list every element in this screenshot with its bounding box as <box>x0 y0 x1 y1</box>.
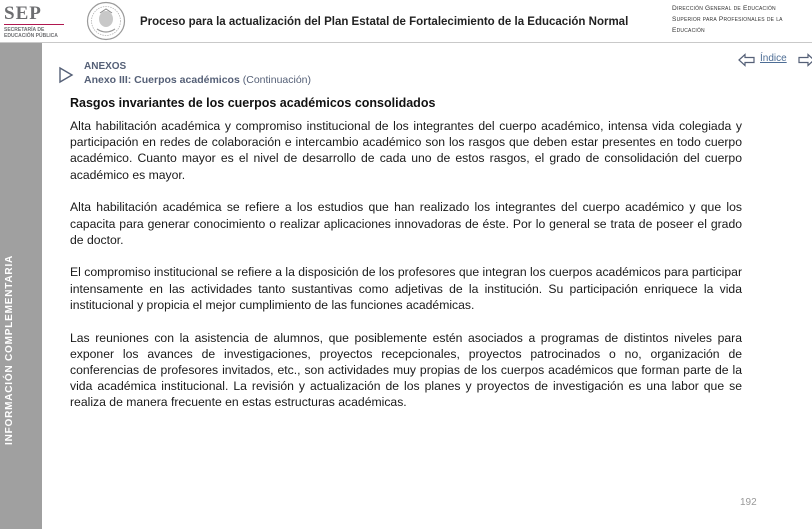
header <box>0 0 812 43</box>
header-title: Proceso para la actualización del Plan Estatal de Fortalecimiento de la Educación Normal <box>140 16 629 28</box>
sep-logo-bar <box>4 24 64 25</box>
paragraph: Las reuniones con la asistencia de alumnos, que posiblemente estén asociados a programas de distintos niveles para exponer los avances de investigaciones, proyectos recepcionales, proyectos patrocinados o no, organización de conferencias de profesores invitados, etc., son actividades muy propias de los cuerpos académicos que forman parte de la vida académica institucional. La revisión y actualización de los planes y proyectos de investigación es una labor que se realiza de manera frecuente en estas estructuras académicas. <box>70 330 742 410</box>
paragraph: Alta habilitación académica se refiere a los estudios que han realizado los integrantes del cuerpo académico y que los capacita para generar conocimiento o realizar aplicaciones innovadoras de éste. Por lo general se trata de poseer el grado de doctor. <box>70 200 742 247</box>
section-title-suffix: (Continuación) <box>242 74 312 86</box>
sidebar <box>0 43 42 529</box>
index-link[interactable]: Índice <box>760 53 787 64</box>
section-title <box>84 74 311 86</box>
section-label: ANEXOS <box>84 61 127 72</box>
content-heading: Rasgos invariantes de los cuerpos académicos consolidados <box>70 96 436 110</box>
sep-logo <box>4 3 66 39</box>
triangle-outline-icon <box>58 66 74 84</box>
paragraph: El compromiso institucional se refiere a la disposición de los profesores que integran los cuerpos académicos para participar intensamente en las actividades tanto sustantivas como adjetivas de la institución. Su participación enriquece la vida institucional y propicia el mejor cumplimiento de las funciones académicas. <box>70 265 743 312</box>
page-number: 192 <box>740 497 757 508</box>
section-title-main: Anexo III: Cuerpos académicos <box>84 74 240 86</box>
department-name: Dirección General de Educación Superior para Profesionales de la Educación <box>672 5 783 34</box>
national-seal-icon <box>86 1 126 41</box>
arrow-left-icon[interactable] <box>738 53 756 67</box>
sep-logo-word: SEP <box>4 3 42 24</box>
sep-logo-subtitle: SECRETARÍA DE EDUCACIÓN PÚBLICA <box>4 27 58 39</box>
arrow-right-icon[interactable] <box>797 53 812 67</box>
paragraph: Alta habilitación académica y compromiso institucional de los integrantes del cuerpo académico, intensa vida colegiada y participación en redes de colaboración e intercambio académico son los rasgos que deben estar presentes en todo cuerpo académico. Cuanto mayor es el nivel de desarrollo de cada uno de estos rasgos, el grado de consolidación del cuerpo académico es mayor. <box>70 119 742 182</box>
main-content <box>70 96 742 427</box>
sidebar-label: INFORMACIÓN COMPLEMENTARIA <box>4 254 15 445</box>
